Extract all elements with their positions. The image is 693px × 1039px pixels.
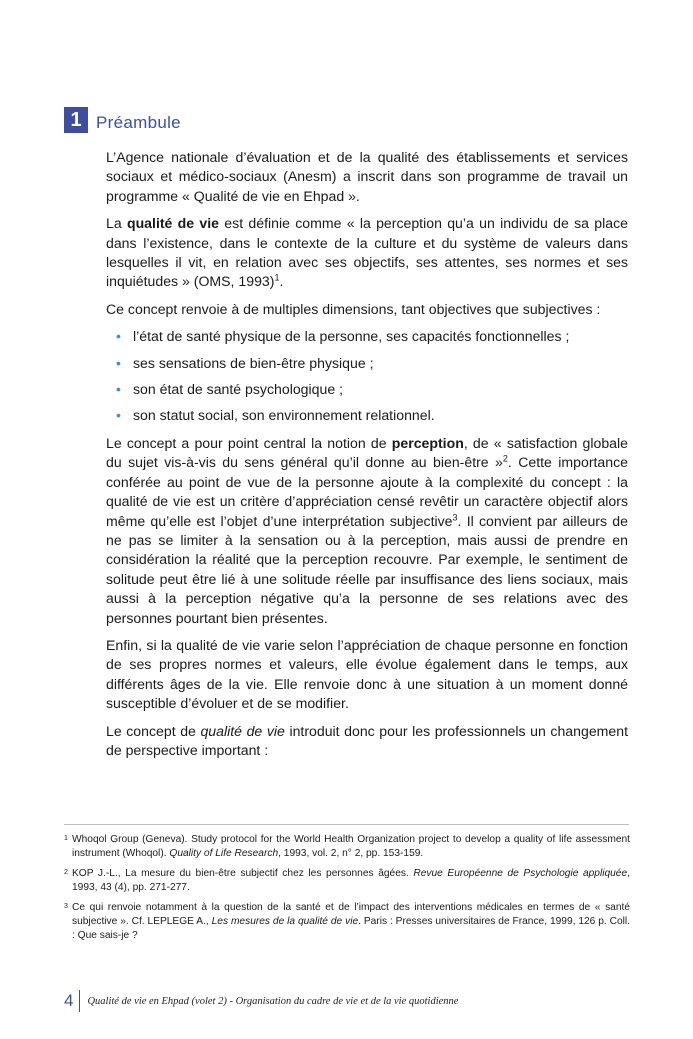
footnote-number: 1 [64, 835, 68, 842]
footnote-italic: Revue Européenne de Psychologie appliquée [413, 868, 628, 880]
list-item-text: son statut social, son environnement relationnel. [133, 407, 435, 424]
text-run: Le concept de [106, 722, 201, 739]
paragraph-intro: L’Agence nationale d’évaluation et de la qualité des établissements et services sociaux et médico-sociaux (Anesm) a inscrit dans son programme de travail un programme « Qualité de vie en Ehpad ». [106, 149, 628, 204]
footnotes [64, 833, 630, 949]
footnote-text [72, 901, 630, 942]
text-run: KOP J.-L., La mesure du bien-être subjectif chez les personnes âgées. [72, 868, 414, 880]
list-item-text: son état de santé psychologique ; [133, 381, 343, 398]
list-item [118, 327, 628, 346]
paragraph-perception [106, 434, 628, 628]
page-footer [64, 990, 458, 1012]
paragraph-definition [106, 214, 628, 292]
paragraph-conclusion [106, 722, 628, 761]
footnote-3 [64, 901, 630, 942]
text-run: Le concept a pour point central la notion de [106, 434, 392, 451]
section-number-badge: 1 [64, 107, 88, 133]
footnote-1 [64, 833, 630, 860]
bold-term-quality-of-life: qualité de vie [126, 215, 220, 232]
italic-term-quality-of-life: qualité de vie [200, 722, 285, 739]
bold-term-perception: perception [391, 434, 464, 451]
text-run: . Cette importance conférée au point de vue de la personne ajoute à la complexité du concept : la qualité de vie est un critère d’appréciation censé revêtir un caractère objectif alors même qu’elle est l’objet d’une interprétation subjective [106, 454, 628, 529]
page-number: 4 [64, 991, 74, 1010]
paragraph-evolution: Enfin, si la qualité de vie varie selon l’appréciation de chaque personne en fonction de ses propres normes et valeurs, elle évolue également dans le temps, aux différents âges de la vie. Elle renvoie donc à une situation à un moment donné susceptible d’évoluer et de se modifier. [106, 636, 628, 712]
footnote-text [72, 867, 630, 894]
list-item-text: l’état de santé physique de la personne, ses capacités fonctionnelles ; [133, 328, 570, 345]
text-run: est définie comme « la perception qu’a un individu de sa place dans l’existence, dans le contexte de la culture et du système de valeurs dans lesquelles il vit, en relation avec ses objectifs, ses attentes, ses normes et ses inquiétudes » (OMS, 1993) [106, 215, 628, 290]
footnote-number: 2 [64, 869, 68, 877]
list-item [118, 380, 628, 399]
footnote-text [72, 833, 630, 860]
footnote-divider [64, 824, 629, 825]
text-run: , 1993, 43 (4), pp. 271-277. [72, 868, 630, 893]
text-run: La [106, 215, 127, 232]
text-run: , 1993, vol. 2, n° 2, pp. 153-159. [278, 847, 424, 859]
list-item [118, 406, 628, 425]
bullet-dot-icon: • [116, 328, 121, 345]
dimensions-list [106, 327, 628, 426]
text-run: Ce qui renvoie notamment à la question de la santé et de l’impact des interventions médicales en termes de « santé subjective ». Cf. LEPLEGE A., [72, 902, 630, 927]
footnote-italic: Les mesures de la qualité de vie [211, 915, 359, 927]
text-run: introduit donc pour les professionnels un changement de perspective important : [106, 722, 628, 758]
footer-title: Qualité de vie en Ehpad (volet 2) - Organisation du cadre de vie et de la vie quotidienne [87, 995, 459, 1007]
footnote-italic: Quality of Life Research [169, 847, 279, 859]
bullet-dot-icon: • [116, 407, 121, 424]
text-run: . Paris : Presses universitaires de France, 1999, 126 p. Coll. : Que sais-je ? [72, 915, 630, 941]
text-run: . Il convient par ailleurs de ne pas se limiter à la sensation ou à la perception, mais aussi de prendre en considération la réalité que la perception recouvre. Par exemple, le sentiment de solitude peut être lié à une solitude réelle par insuffisance des liens sociaux, mais aussi à la perception négative qu’a la personne de ses relations avec des personnes pourtant bien présentes. [106, 512, 628, 626]
paragraph-dimensions: Ce concept renvoie à de multiples dimensions, tant objectives que subjectives : [106, 300, 601, 317]
section-title: Préambule [96, 113, 181, 132]
footnote-number: 3 [64, 903, 68, 911]
footnote-2 [64, 867, 630, 894]
footnote-ref-3[interactable]: 3 [452, 511, 458, 522]
footnote-ref-2[interactable]: 2 [502, 453, 508, 464]
list-item-text: ses sensations de bien-être physique ; [133, 354, 374, 371]
main-text [106, 148, 628, 768]
footnote-ref-1[interactable]: 1 [274, 272, 280, 283]
bullet-dot-icon: • [116, 381, 121, 398]
list-item [118, 354, 628, 373]
text-run: Whoqol Group (Geneva). Study protocol for the World Health Organization project to develop a quality of life assessment instrument (Whoqol). [72, 834, 630, 859]
bullet-dot-icon: • [116, 354, 121, 371]
footer-divider [79, 990, 80, 1012]
text-run: . [279, 273, 284, 290]
text-run: , de « satisfaction globale du sujet vis-à-vis du sens général qu’il donne au bien-être » [106, 434, 628, 471]
